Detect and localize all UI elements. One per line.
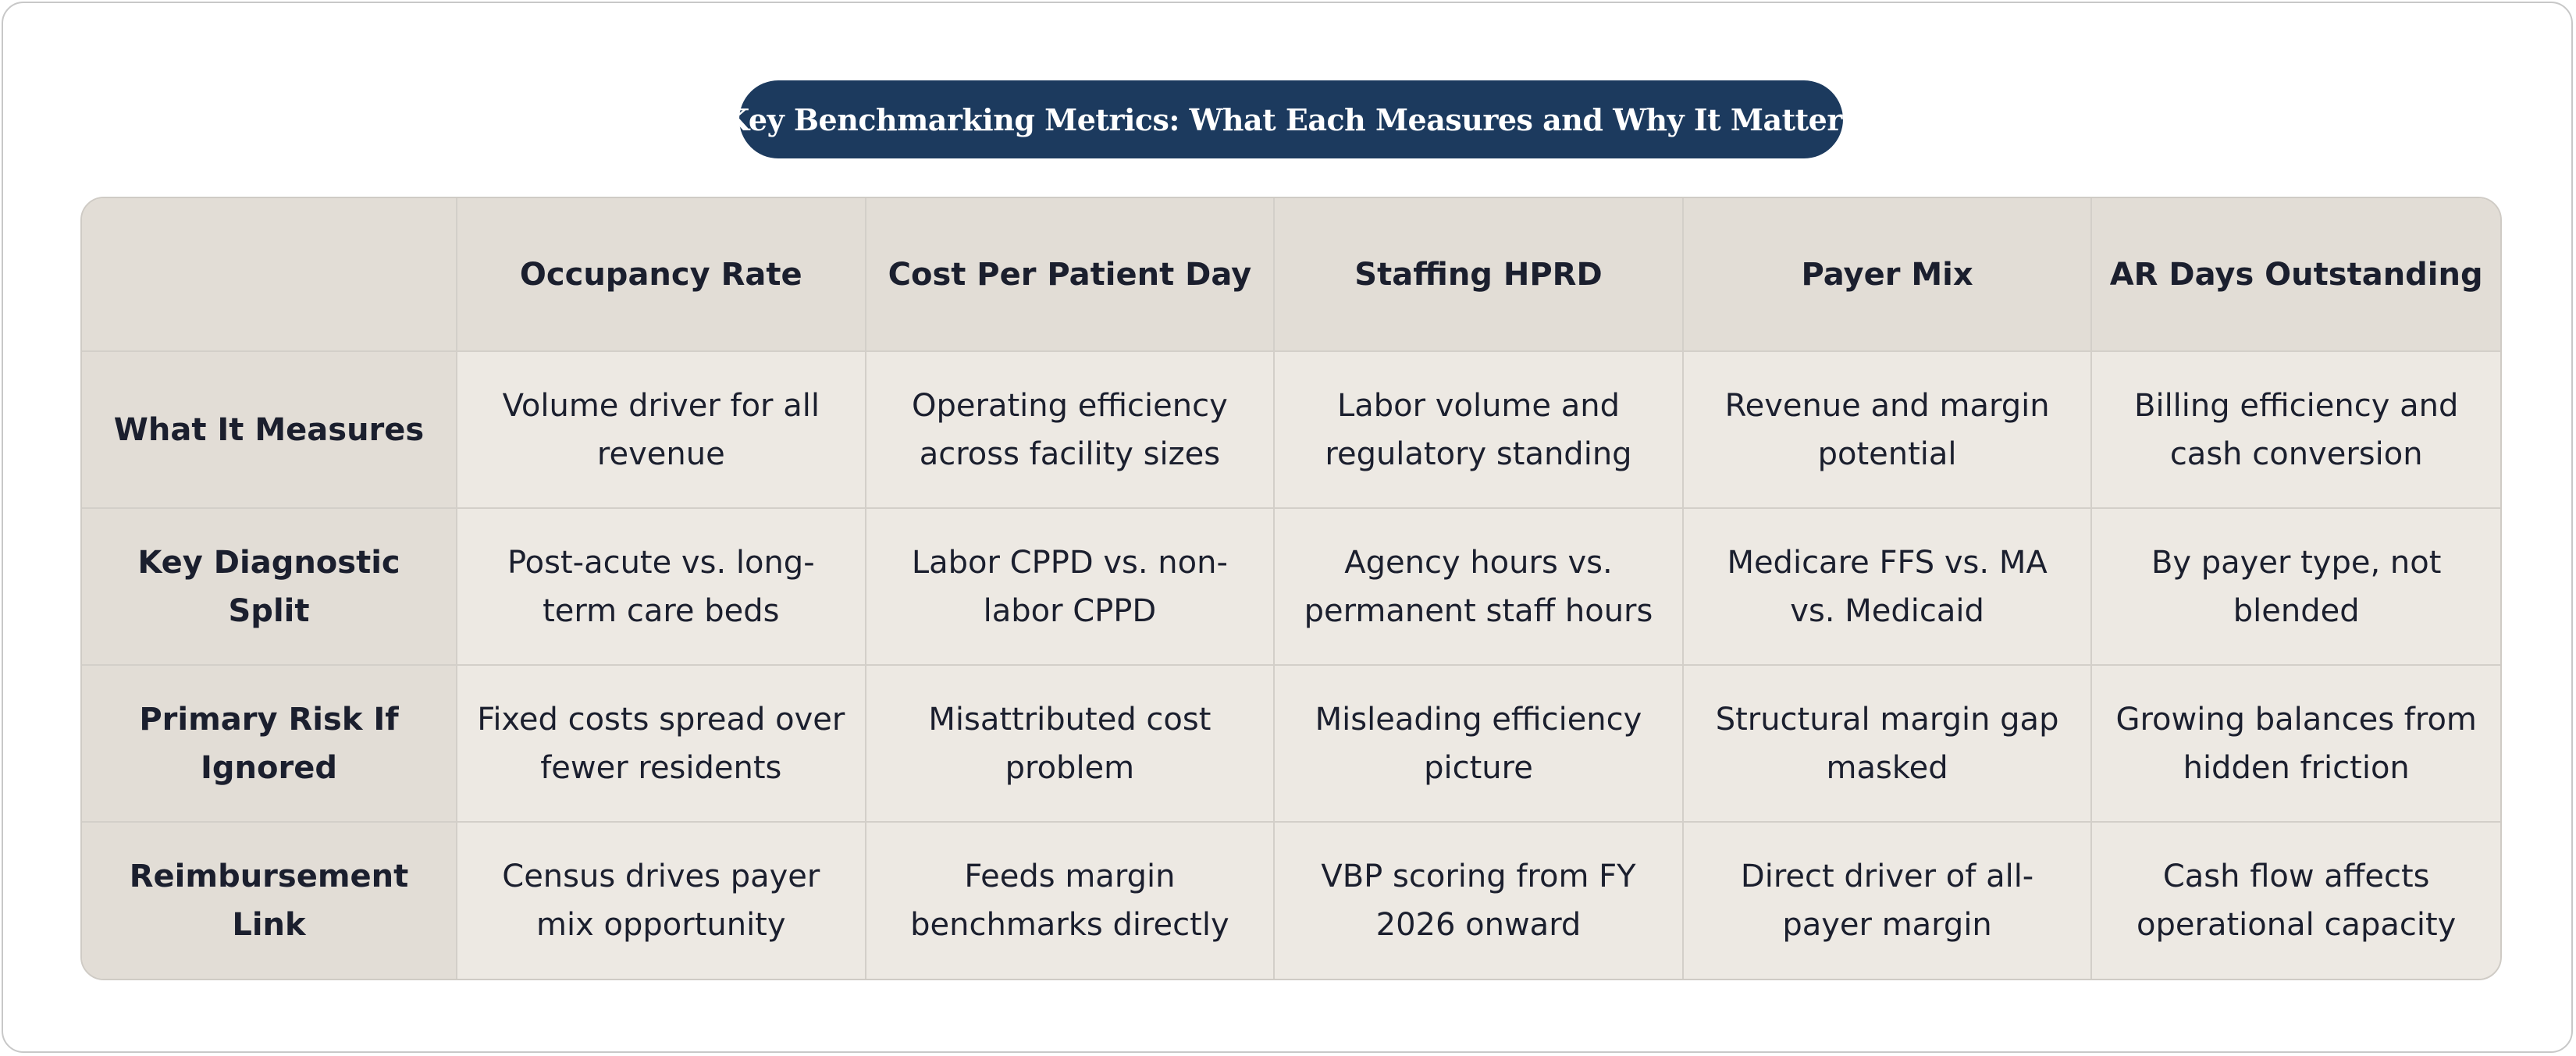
table-cell: Feeds margin benchmarks directly — [866, 822, 1275, 979]
row-header-key-diagnostic-split: Key Diagnostic Split — [82, 508, 457, 665]
table-cell: Agency hours vs. permanent staff hours — [1274, 508, 1683, 665]
corner-cell — [82, 198, 457, 351]
table-cell: Census drives payer mix opportunity — [457, 822, 866, 979]
table-cell: Cash flow affects operational capacity — [2091, 822, 2500, 979]
row-header-what-it-measures: What It Measures — [82, 351, 457, 508]
row-header-reimbursement-link: Reimbursement Link — [82, 822, 457, 979]
table-cell: Direct driver of all-payer margin — [1683, 822, 2092, 979]
table-cell: Post-acute vs. long-term care beds — [457, 508, 866, 665]
table-row — [82, 351, 2500, 508]
table-cell: Medicare FFS vs. MA vs. Medicaid — [1683, 508, 2092, 665]
table-cell: Misattributed cost problem — [866, 665, 1275, 822]
column-header-occupancy-rate: Occupancy Rate — [457, 198, 866, 351]
table-cell: Misleading efficiency picture — [1274, 665, 1683, 822]
table-cell: Operating efficiency across facility sizes — [866, 351, 1275, 508]
row-header-primary-risk-if-ignored: Primary Risk If Ignored — [82, 665, 457, 822]
table-header-row — [82, 198, 2500, 351]
table-cell: Revenue and margin potential — [1683, 351, 2092, 508]
column-header-payer-mix: Payer Mix — [1683, 198, 2092, 351]
table-cell: Growing balances from hidden friction — [2091, 665, 2500, 822]
table-cell: Volume driver for all revenue — [457, 351, 866, 508]
table-row — [82, 822, 2500, 979]
column-header-cost-per-patient-day: Cost Per Patient Day — [866, 198, 1275, 351]
table-cell: Labor CPPD vs. non-labor CPPD — [866, 508, 1275, 665]
table-cell: Fixed costs spread over fewer residents — [457, 665, 866, 822]
infographic-card — [2, 2, 2573, 1053]
table-cell: VBP scoring from FY 2026 onward — [1274, 822, 1683, 979]
table-cell: By payer type, not blended — [2091, 508, 2500, 665]
table-cell: Structural margin gap masked — [1683, 665, 2092, 822]
table-row — [82, 665, 2500, 822]
column-header-staffing-hprd: Staffing HPRD — [1274, 198, 1683, 351]
page-title: Key Benchmarking Metrics: What Each Measures and Why It Matters — [739, 80, 1843, 158]
column-header-ar-days-outstanding: AR Days Outstanding — [2091, 198, 2500, 351]
table-row — [82, 508, 2500, 665]
table-cell: Labor volume and regulatory standing — [1274, 351, 1683, 508]
metrics-table — [80, 197, 2502, 980]
table-cell: Billing efficiency and cash conversion — [2091, 351, 2500, 508]
